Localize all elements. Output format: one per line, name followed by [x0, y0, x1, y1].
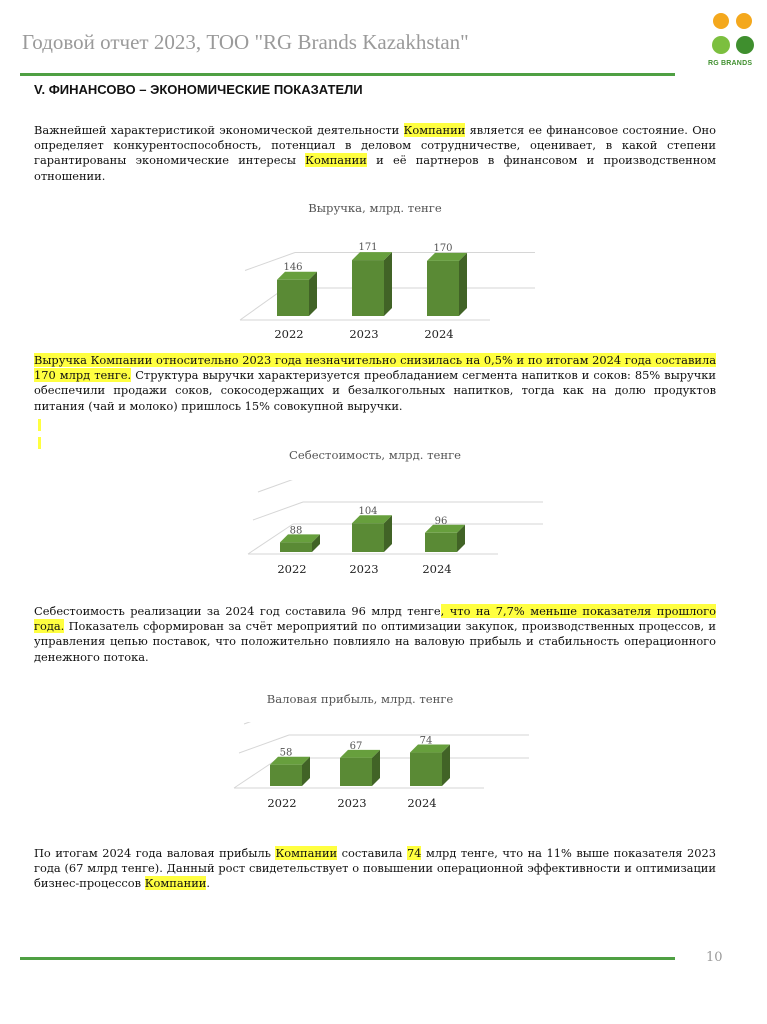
chart-gridline: [244, 722, 294, 724]
header-divider: [20, 73, 675, 76]
x-tick-label: 2024: [424, 327, 454, 341]
section-title: V. ФИНАНСОВО – ЭКОНОМИЧЕСКИЕ ПОКАЗАТЕЛИ: [34, 82, 363, 97]
data-label: 146: [283, 261, 303, 273]
bar: [352, 523, 384, 552]
revenue-text: Структура выручки характеризуется преобладанием сегмента напитков и соков: 85% выручки обеспечили продажи соков, сокосодержащих и безалкогольных напитков, тогда как на долю продуктов питания (чай и молоко) пришлось 15% совокупной выручки.: [34, 368, 716, 413]
highlight-marker: [38, 437, 41, 449]
data-label: 170: [433, 242, 453, 254]
intro-text-1: Важнейшей характеристикой экономической деятельности: [34, 123, 404, 137]
bar: [427, 261, 459, 316]
x-tick-label: 2024: [407, 796, 437, 810]
x-tick-label: 2022: [267, 796, 297, 810]
revenue-chart: [230, 238, 550, 348]
revenue-highlight: Выручка Компании относительно 2023 года незначительно снизилась на 0,5% и по итогам 2024 года составила 170 млрд тенге.: [34, 353, 716, 383]
bar: [425, 533, 457, 552]
bar: [340, 758, 372, 786]
data-label: 67: [349, 740, 363, 752]
intro-text-3: и её партнеров в финансовом и производственном отношении.: [34, 153, 717, 183]
intro-highlight-1: Компании: [403, 123, 466, 137]
gross-profit-paragraph: [34, 846, 716, 892]
data-label: 58: [279, 747, 293, 759]
x-tick-label: 2022: [274, 327, 304, 341]
data-label: 171: [358, 242, 378, 254]
bar: [410, 753, 442, 786]
data-label: 74: [419, 735, 433, 747]
highlight-marker: [38, 419, 41, 431]
x-tick-label: 2023: [349, 327, 379, 341]
gross-profit-chart-title: Валовая прибыль, млрд. тенге: [266, 692, 454, 706]
bar-side: [384, 252, 392, 316]
logo-dot-green-2: [736, 36, 754, 54]
cost-chart: [238, 480, 558, 580]
page-number: 10: [706, 950, 723, 965]
profit-highlight-3: Компании: [144, 876, 207, 891]
cost-paragraph: [34, 604, 716, 665]
bar: [277, 280, 309, 316]
logo-dot-orange-1: [713, 13, 729, 29]
x-tick-label: 2023: [349, 562, 379, 576]
cost-text-1: Себестоимость реализации за 2024 год составила 96 млрд тенге: [34, 604, 441, 618]
data-label: 96: [434, 515, 448, 527]
intro-text-2: является ее финансовое состояние. Оно определяет конкурентоспособность, потенциал в деловом сотрудничестве, оценивает, в какой степени гарантированы экономические интересы: [34, 123, 716, 168]
data-label: 88: [289, 525, 303, 537]
document-header-title: Годовой отчет 2023, ТОО "RG Brands Kazakhstan": [22, 30, 469, 54]
bar: [352, 260, 384, 316]
bar: [270, 765, 302, 786]
profit-highlight-1: Компании: [275, 846, 338, 860]
bar: [280, 542, 312, 552]
cost-text-2: Показатель сформирован за счёт мероприятий по оптимизации закупок, производственных процессов, и управления цепью поставок, что положительно повлияло на валовую прибыль и стабильность операционного денежного потока.: [34, 619, 716, 664]
logo-dot-orange-2: [736, 13, 752, 29]
chart-gridline: [253, 502, 303, 520]
footer-divider: [20, 957, 675, 960]
intro-paragraph: [34, 123, 716, 184]
logo-wordmark: RG BRANDS: [708, 60, 753, 67]
profit-text-1: По итогам 2024 года валовая прибыль: [34, 846, 276, 860]
chart-gridline: [258, 480, 308, 492]
profit-text-2: составила: [337, 846, 407, 860]
x-tick-label: 2024: [422, 562, 452, 576]
profit-text-3: млрд тенге, что на 11% выше показателя 2023 года (67 млрд тенге). Данный рост свидетельствует о повышении операционной эффективности и оптимизации бизнес-процессов: [34, 846, 716, 891]
cost-highlight: , что на 7,7% меньше показателя прошлого года.: [34, 604, 716, 634]
x-tick-label: 2023: [337, 796, 367, 810]
data-label: 104: [358, 506, 378, 518]
cost-chart-title: Себестоимость, млрд. тенге: [288, 448, 462, 462]
profit-text-4: .: [206, 876, 211, 891]
x-tick-label: 2022: [277, 562, 307, 576]
revenue-chart-title: Выручка, млрд. тенге: [308, 201, 442, 215]
logo-dot-green-1: [712, 36, 730, 54]
gross-profit-chart: [224, 722, 544, 822]
revenue-paragraph: [34, 353, 716, 414]
intro-highlight-2: Компании: [305, 153, 367, 168]
bar-side: [459, 253, 467, 316]
profit-highlight-2: 74: [406, 846, 422, 860]
